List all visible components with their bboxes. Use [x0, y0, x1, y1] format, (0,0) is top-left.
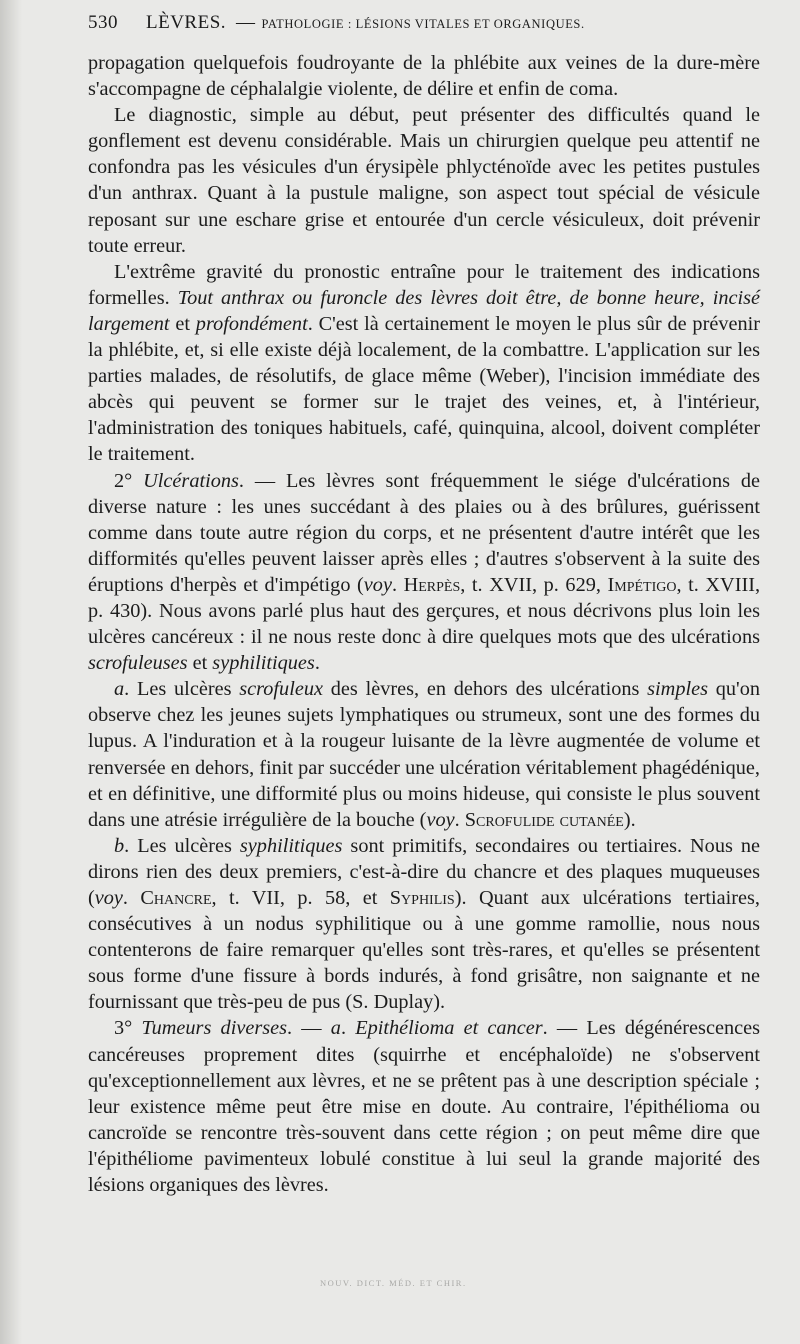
header-dash: —	[236, 12, 256, 33]
book-page	[88, 10, 760, 1198]
paragraph-phlebitis: propagation quelquefois foudroyante de la phlébite aux veines de la dure-mère s'accompagne de céphalalgie violente, de délire et enfin de coma.	[88, 52, 760, 101]
section-subtitle: PATHOLOGIE : LÉSIONS VITALES ET ORGANIQUES.	[261, 17, 585, 31]
paragraph-pronostic: L'extrême gravité du pronostic entraîne pour le traitement des indications formelles. Tout anthrax ou furoncle des lèvres doit être, de bonne heure, incisé largement et profondément. C'est là certainement le moyen le plus sûr de prévenir la phlébite, et, si elle existe déjà localement, de la combattre. L'application sur les parties malades, de résolutifs, de glace même (Weber), l'incision immédiate des abcès qui peuvent se former sur le trajet des veines, et, à l'intérieur, l'administration des toniques habituels, café, quinquina, alcool, doivent compléter le traitement.	[88, 260, 761, 466]
paragraph-diagnostic: Le diagnostic, simple au début, peut présenter des difficultés quand le gonflement est devenu considérable. Mais un chirurgien quelque peu attentif ne confondra pas les vésicules d'un érysipèle phlycténoïde avec les petites pustules d'un anthrax. Quant à la pustule maligne, son aspect tout spécial de vésicule reposant sur une eschare grise et entourée d'un cercle vésiculeux, doit prévenir toute erreur.	[88, 104, 760, 257]
paragraph-tumeurs: 3° Tumeurs diverses. — a. Epithélioma et cancer. — Les dégénérescences cancéreuses proprement dites (squirrhe et encéphaloïde) ne s'observent qu'exceptionnellement aux lèvres, et ne se prêtent pas à une description spéciale ; leur existence même peut être mise en doute. Au contraire, l'épithélioma ou cancroïde se rencontre très-souvent dans cette région ; on peut même dire que l'épithéliome pavimenteux lobulé constitue à lui seul la grande majorité des lésions organiques des lèvres.	[88, 1017, 760, 1197]
page-gutter	[0, 0, 22, 1344]
page-footer-signature: NOUV. DICT. MÉD. ET CHIR.	[320, 1278, 467, 1288]
paragraph-scrofuleux: a. Les ulcères scrofuleux des lèvres, en dehors des ulcérations simples qu'on observe chez les jeunes sujets lymphatiques ou strumeux, sont une des formes du lupus. A l'induration et à la rougeur luisante de la lèvre augmentée de volume et renversée en dehors, finit par succéder une ulcération véritablement phagédénique, et en définitive, une difformité plus ou moins hideuse, qui consiste le plus souvent dans une atrésie irrégulière de la bouche (voy. Scrofulide cutanée).	[88, 678, 760, 831]
paragraph-syphilitiques: b. Les ulcères syphilitiques sont primitifs, secondaires ou tertiaires. Nous ne dirons rien des deux premiers, c'est-à-dire du chancre et des plaques muqueuses (voy. Chancre, t. VII, p. 58, et Syphilis). Quant aux ulcérations tertiaires, consécutives à un nodus syphilitique ou à une gomme ramollie, nous nous contenterons de faire remarquer qu'elles sont très-rares, et qu'elles se présentent sous forme d'une fissure à bords indurés, à fond grisâtre, non saignante et ne fournissant que très-peu de pus (S. Duplay).	[88, 834, 760, 1014]
running-title: LÈVRES.	[146, 12, 227, 33]
paragraph-ulcerations: 2° Ulcérations. — Les lèvres sont fréquemment le siége d'ulcérations de diverse nature : les unes succédant à des plaies ou à des brûlures, guérissent comme dans toute autre région du corps, et ne présentent d'autre intérêt que les difformités qu'elles peuvent laisser après elles ; d'autres s'observent à la suite des éruptions d'herpès et d'impétigo (voy. Herpès, t. XVII, p. 629, Impétigo, t. XVIII, p. 430). Nous avons parlé plus haut des gerçures, et nous décrivons plus loin les ulcères cancéreux : il ne nous reste donc à dire quelques mots que des ulcérations scrofuleuses et syphilitiques.	[88, 469, 761, 675]
running-header	[88, 10, 760, 40]
page-number: 530	[88, 12, 118, 33]
